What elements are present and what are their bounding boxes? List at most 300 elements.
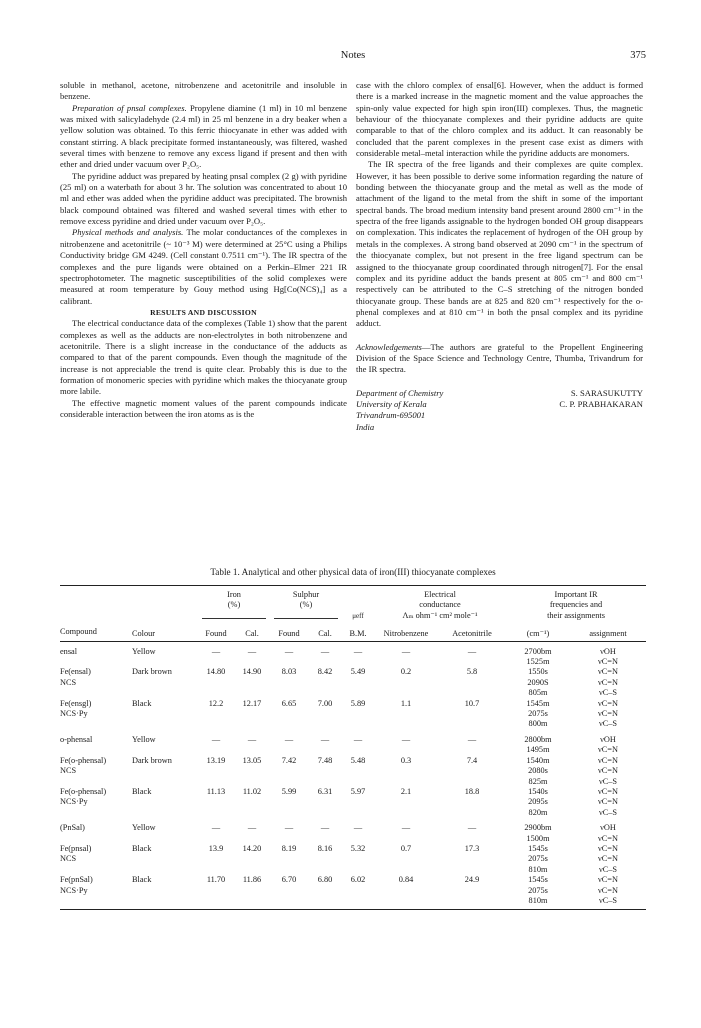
table-row — [60, 756, 646, 766]
table-cell — [342, 688, 374, 698]
table-cell — [308, 865, 342, 875]
table-row — [60, 745, 646, 755]
paragraph-body: Propylene diamine (1 ml) in 10 ml benzene was mixed with salicyladehyde (2.4 ml) in 25 ml benzene in a dry beaker when a yellow solution was obtained. To this ferric thiocyanate in ether was added with constant stirring. A black precipitate formed instantaneously, was filtered, washed several times with benzene to remove any excess ligand if present and then with ether and dried under vacuum over P₂O₅. — [60, 102, 347, 170]
table-cell: 820m — [528, 807, 548, 817]
table-cell — [60, 657, 132, 667]
iron-unit: (%) — [227, 600, 241, 610]
table-cell: 18.8 — [464, 786, 480, 796]
table-cell — [234, 719, 270, 729]
column-header: Compound — [60, 627, 132, 641]
table-cell: 13.05 — [242, 755, 262, 765]
column-header: (cm⁻¹) — [506, 627, 570, 641]
table-cell — [198, 657, 234, 667]
table-row — [60, 735, 646, 745]
table-row — [60, 875, 646, 885]
table-cell — [374, 678, 438, 688]
affiliation-line: Department of Chemistry — [356, 387, 444, 398]
table-cell — [308, 797, 342, 807]
table-cell: 0.84 — [398, 875, 414, 885]
table-cell — [438, 808, 506, 818]
table-cell: νC=N — [598, 766, 618, 776]
table-cell — [198, 854, 234, 864]
table-cell: νC=N — [598, 875, 618, 885]
table-row — [60, 709, 646, 719]
author-name: S. SARASUKUTTY — [570, 387, 643, 398]
table-cell: 5.49 — [350, 667, 366, 677]
table-cell: 2800bm — [524, 734, 552, 744]
table-cell — [270, 745, 308, 755]
table-cell: 1540m — [526, 755, 550, 765]
table-cell: νOH — [600, 823, 616, 833]
table-cell — [132, 854, 198, 864]
table-cell: 2095s — [528, 797, 548, 807]
table-cell: 10.7 — [464, 698, 480, 708]
table-cell: — — [247, 734, 257, 744]
table-cell — [234, 808, 270, 818]
table-cell: 8.16 — [317, 843, 333, 853]
table-cell — [342, 834, 374, 844]
table-row — [60, 699, 646, 709]
table-cell — [132, 896, 198, 906]
table-cell: 1550s — [528, 667, 548, 677]
table-cell: 7.4 — [466, 755, 478, 765]
table-cell: 24.9 — [464, 875, 480, 885]
table-cell: νC–S — [598, 895, 618, 905]
table-cell: NCS — [60, 766, 77, 776]
table-cell: 7.48 — [317, 755, 333, 765]
column-header: Found — [198, 627, 234, 641]
table-cell: — — [353, 823, 363, 833]
table-cell — [270, 886, 308, 896]
table-cell — [234, 678, 270, 688]
author-block — [356, 388, 643, 434]
table-cell: νC=N — [598, 833, 618, 843]
table-cell — [438, 766, 506, 776]
table-cell: — — [353, 734, 363, 744]
table-cell: 8.42 — [317, 667, 333, 677]
table-cell — [342, 854, 374, 864]
table-cell — [438, 719, 506, 729]
table-cell — [270, 808, 308, 818]
table-cell: 1.1 — [400, 698, 412, 708]
table-cell: 1545s — [528, 875, 548, 885]
paragraph — [60, 227, 347, 306]
table-cell — [270, 777, 308, 787]
table-cell: — — [211, 646, 221, 656]
table-cell — [270, 854, 308, 864]
table-cell — [308, 766, 342, 776]
table-cell — [132, 797, 198, 807]
table-cell — [438, 745, 506, 755]
table-cell: νC=N — [598, 786, 618, 796]
table-cell — [374, 896, 438, 906]
table-cell: — — [320, 734, 330, 744]
table-cell: — — [401, 734, 411, 744]
table-cell: νC–S — [598, 776, 618, 786]
table-cell: o-phensal — [60, 734, 93, 744]
table-cell — [374, 808, 438, 818]
table-cell: 6.65 — [281, 698, 297, 708]
table-cell — [60, 896, 132, 906]
table-cell — [270, 865, 308, 875]
table-cell — [308, 834, 342, 844]
conductance-header: Electrical — [424, 590, 456, 599]
table-cell — [342, 797, 374, 807]
paragraph — [60, 103, 347, 171]
table-cell: — — [284, 646, 294, 656]
left-column — [60, 80, 347, 420]
table-cell — [270, 709, 308, 719]
table-cell — [132, 886, 198, 896]
table-cell: 2.1 — [400, 786, 412, 796]
table-cell: ensal — [60, 646, 78, 656]
table-cell: 11.86 — [242, 875, 262, 885]
table-cell: Fe(o-phensal) — [60, 755, 107, 765]
table-cell — [132, 719, 198, 729]
table-cell: νC=N — [598, 709, 618, 719]
table-cell — [438, 777, 506, 787]
table-body — [60, 647, 646, 907]
table-row — [60, 688, 646, 698]
table-cell — [132, 766, 198, 776]
table-cell — [438, 797, 506, 807]
table-cell: 1525m — [526, 657, 550, 667]
table-cell — [308, 854, 342, 864]
table-cell: Yellow — [132, 823, 156, 833]
table-cell: — — [247, 646, 257, 656]
table-cell: — — [467, 646, 477, 656]
table-cell — [438, 834, 506, 844]
table-cell — [270, 688, 308, 698]
table-cell: — — [353, 646, 363, 656]
table-cell: Black — [132, 698, 152, 708]
table-cell: — — [284, 823, 294, 833]
table-cell: Fe(pnsal) — [60, 843, 92, 853]
table-cell: 2700bm — [524, 646, 552, 656]
author-name: C. P. PRABHAKARAN — [559, 399, 643, 409]
table-cell: 2075s — [528, 709, 548, 719]
table-cell — [60, 719, 132, 729]
table-cell — [374, 777, 438, 787]
table-row — [60, 854, 646, 864]
ir-header: frequencies and — [549, 600, 603, 610]
table-cell: — — [467, 734, 477, 744]
table-cell — [342, 886, 374, 896]
table-cell — [234, 854, 270, 864]
table-cell: νC=N — [598, 657, 618, 667]
conductance-header: conductance — [419, 600, 461, 610]
table-cell: νOH — [600, 646, 616, 656]
table-cell: Dark brown — [132, 755, 172, 765]
table-cell — [438, 709, 506, 719]
table-cell — [374, 657, 438, 667]
table-cell — [234, 688, 270, 698]
column-header: Found — [270, 627, 308, 641]
affiliation-line: India — [356, 421, 375, 432]
table-cell: Black — [132, 786, 152, 796]
table-cell — [308, 678, 342, 688]
paragraph-lead: Physical methods and analysis. — [72, 227, 184, 238]
table-cell: νC=N — [598, 698, 618, 708]
table-cell — [438, 657, 506, 667]
table-cell — [438, 886, 506, 896]
table-row — [60, 797, 646, 807]
paragraph: The electrical conductance data of the complexes (Table 1) show that the parent complexes as well as the adducts are non-electrolytes in both nitrobenzene and acetonitrile. There is a slight increase in the conductance of the adducts as compared to that of the parent compounds. Even though the magnitude of the increase is not appreciable the trend is quite clear. Probably this is due to the formation of monomeric species with pyridine which makes the thiocyanate group more labile. — [60, 318, 347, 397]
table-cell — [374, 709, 438, 719]
affiliation-line: Trivandrum-695001 — [356, 410, 426, 421]
table-cell: Fe(pnSal) — [60, 875, 93, 885]
table-cell: Fe(ensal) — [60, 667, 91, 677]
table-cell — [374, 865, 438, 875]
table-cell: 5.48 — [350, 755, 366, 765]
table-cell — [270, 678, 308, 688]
table-cell: νC=N — [598, 755, 618, 765]
table-cell — [342, 678, 374, 688]
table-cell: νC=N — [598, 677, 618, 687]
table-cell — [438, 854, 506, 864]
table-cell — [234, 709, 270, 719]
table-cell — [270, 797, 308, 807]
paragraph: case with the chloro complex of ensal[6]. However, when the adduct is formed there is a marked increase in the magnetic moment and the value approaches the spin-only value expected for high spin iron(III) complexes. Thus, the magnetic behaviour of the thiocyanate complexes and their pyridine adducts are quite comparable to that of the chloro complex and its adduct. It can reasonably be concluded that the parent complexes in the present case exist as dimers with considerable metal–metal interaction while the pyridine adducts are monomers. — [356, 80, 643, 159]
table-cell — [342, 745, 374, 755]
table-row — [60, 777, 646, 787]
table-cell — [308, 886, 342, 896]
table-cell: 0.3 — [400, 755, 412, 765]
table-cell: 1540s — [528, 786, 548, 796]
table-cell — [342, 777, 374, 787]
table-cell — [198, 834, 234, 844]
table-cell: Fe(o-phensal) — [60, 786, 107, 796]
table-cell: νC=N — [598, 843, 618, 853]
table-cell: 2900bm — [524, 823, 552, 833]
table-cell: — — [211, 734, 221, 744]
acknowledgements — [356, 342, 643, 376]
table-cell — [308, 896, 342, 906]
table-cell — [234, 865, 270, 875]
table-cell — [132, 834, 198, 844]
table-cell — [308, 657, 342, 667]
column-header: assignment — [570, 627, 646, 641]
table-cell: 13.19 — [206, 755, 226, 765]
table-cell: NCS·Py — [60, 709, 88, 719]
table-cell — [438, 688, 506, 698]
acknowledgements-lead: Acknowledgements — [356, 341, 422, 352]
column-header: B.M. — [342, 627, 374, 641]
table-cell: 1495m — [526, 745, 550, 755]
table-cell — [342, 719, 374, 729]
table-row — [60, 787, 646, 797]
table-cell — [132, 709, 198, 719]
table-cell: Black — [132, 843, 152, 853]
table-cell: νC–S — [598, 688, 618, 698]
table-cell — [308, 709, 342, 719]
page-header — [60, 50, 646, 66]
table-cell: 6.02 — [350, 875, 366, 885]
table-cell — [270, 896, 308, 906]
table-cell: 810m — [528, 864, 548, 874]
table-cell: NCS·Py — [60, 797, 88, 807]
column-header: Colour — [132, 627, 198, 641]
table-cell — [374, 886, 438, 896]
table-cell — [132, 657, 198, 667]
table-cell: 805m — [528, 688, 548, 698]
table-cell: 5.32 — [350, 843, 366, 853]
table-cell: 5.97 — [350, 786, 366, 796]
table-cell: — — [211, 823, 221, 833]
table-row — [60, 808, 646, 818]
table-cell — [308, 777, 342, 787]
sulphur-header: Sulphur — [292, 590, 320, 599]
table-cell: — — [320, 646, 330, 656]
table-cell — [342, 808, 374, 818]
table-cell — [198, 688, 234, 698]
table-cell: νC=N — [598, 667, 618, 677]
mu-header: μeff — [352, 611, 364, 620]
table-cell: νC=N — [598, 854, 618, 864]
table-cell: 825m — [528, 776, 548, 786]
right-column — [356, 80, 643, 433]
table-cell — [198, 709, 234, 719]
table-cell — [234, 777, 270, 787]
table-cell: Fe(ensgl) — [60, 698, 92, 708]
table-cell: 7.42 — [281, 755, 297, 765]
table-cell — [132, 777, 198, 787]
page-number: 375 — [630, 50, 646, 61]
table-cell: 5.99 — [281, 786, 297, 796]
table-cell: Yellow — [132, 734, 156, 744]
table-cell — [374, 745, 438, 755]
table-cell: 12.17 — [242, 698, 262, 708]
table-cell: 11.13 — [206, 786, 226, 796]
table-cell: νOH — [600, 734, 616, 744]
table-cell — [270, 766, 308, 776]
column-header: Acetonitrile — [438, 627, 506, 641]
table-cell — [198, 719, 234, 729]
table-cell — [438, 678, 506, 688]
table-cell: 1545s — [528, 843, 548, 853]
table-cell — [60, 865, 132, 875]
table-row — [60, 834, 646, 844]
table-cell — [342, 657, 374, 667]
table-cell: 8.19 — [281, 843, 297, 853]
table-cell — [132, 865, 198, 875]
conductance-unit: Λₘ ohm⁻¹ cm² mole⁻¹ — [402, 610, 478, 620]
table-cell: 0.7 — [400, 843, 412, 853]
paragraph: The pyridine adduct was prepared by heating pnsal complex (2 g) with pyridine (25 ml) on a waterbath for about 3 hr. The solution was concentrated to about 10 ml and ether was added when the pyridine adduct was precipitated. The brownish black compound obtained was filtered and washed several times with ether to remove excess pyridine and dried under vacuum over P₂O₅. — [60, 170, 347, 227]
table-cell: 11.02 — [242, 786, 262, 796]
table-row — [60, 657, 646, 667]
paragraph: The IR spectra of the free ligands and their complexes are quite complex. However, it has been possible to derive some information regarding the nature of bonding between the thiocyanate group and the metal as well as the mode of attachment of the ligand to the metal from the shift in some of the important spectral bands. The broad medium intensity band present around 2800 cm⁻¹ in the spectra of the free ligands assignable to the hydrogen bonded OH group disappears on complexation. This indicates the replacement of hydrogen of the OH group by metals in the complexes. A strong band observed at 2090 cm⁻¹ in the spectrum of the thiocyanate complex, but not present in the free ligand spectrum can be assigned to the thiocyanate group coordinated through nitrogen[7]. For the ensal complex and its pyridine adduct the bands present at 805 cm⁻¹ and 800 cm⁻¹ respectively can be attributed to the C–S stretching of the nitrogen bonded thiocyanate group. These bands are at 825 and 820 cm⁻¹ respectively for the o-phenal complexes and at 810 cm⁻¹ in both the pnsal complex and its pyridine adduct. — [356, 159, 643, 329]
table-cell: 6.31 — [317, 786, 333, 796]
table-cell: 2080s — [528, 766, 548, 776]
table-cell — [234, 797, 270, 807]
table-cell: 810m — [528, 895, 548, 905]
table-cell: NCS — [60, 854, 77, 864]
table-cell — [60, 834, 132, 844]
table-cell — [234, 896, 270, 906]
table-cell — [234, 657, 270, 667]
table-cell — [374, 797, 438, 807]
table-cell — [132, 808, 198, 818]
table-cell: 12.2 — [208, 698, 224, 708]
paragraph-body: The molar conductances of the complexes in nitrobenzene and acetonitrile (~ 10⁻³ M) were determined at 25°C using a Philips Conductivity bridge GM 4249. (Cell constant 0.7511 cm⁻¹). The IR spectra of the complexes and the pure ligands were obtained on a Perkin–Elmer 221 IR spectrophotometer. The magnetic susceptibilities of the solid complexes were measured at room temperature by Gouy method using Hg[Co(NCS)₄] as a calibrant. — [60, 227, 348, 306]
table-cell — [374, 688, 438, 698]
table-cell — [234, 745, 270, 755]
table-cell: νC=N — [598, 797, 618, 807]
acknowledgements-body: —The authors are grateful to the Propellent Engineering Division of the Space Science and Technology Centre, Thumba, Trivandrum for the IR spectra. — [356, 341, 643, 375]
table-cell: 1500m — [526, 833, 550, 843]
table-cell — [198, 777, 234, 787]
table-row — [60, 647, 646, 657]
table-cell — [270, 834, 308, 844]
table-cell — [374, 719, 438, 729]
table-cell — [342, 766, 374, 776]
table-cell: 17.3 — [464, 843, 480, 853]
table-row — [60, 865, 646, 875]
table-row — [60, 667, 646, 677]
table-cell: Dark brown — [132, 667, 172, 677]
table-cell: Yellow — [132, 646, 156, 656]
table-cell — [438, 896, 506, 906]
table-cell: 2090S — [527, 677, 549, 687]
running-title: Notes — [340, 50, 366, 61]
table-cell: (PnSal) — [60, 823, 85, 833]
table-row — [60, 678, 646, 688]
table-cell — [198, 678, 234, 688]
table-cell: Black — [132, 875, 152, 885]
table-cell: 6.70 — [281, 875, 297, 885]
column-header: Nitrobenzene — [374, 627, 438, 641]
table-cell: 5.89 — [350, 698, 366, 708]
table-cell: NCS — [60, 677, 77, 687]
table-cell: 11.70 — [206, 875, 226, 885]
table-cell — [308, 688, 342, 698]
table-cell — [198, 766, 234, 776]
table-cell: 5.8 — [466, 667, 478, 677]
table-cell: 1545m — [526, 698, 550, 708]
table-row — [60, 823, 646, 833]
table-cell — [60, 688, 132, 698]
table-cell: — — [401, 823, 411, 833]
table-cell — [308, 745, 342, 755]
table-cell — [234, 886, 270, 896]
table-cell — [198, 865, 234, 875]
table-cell: 2075s — [528, 854, 548, 864]
table-cell: — — [320, 823, 330, 833]
iron-header: Iron — [227, 590, 241, 599]
table-cell — [270, 719, 308, 729]
ir-header: their assignments — [547, 610, 605, 620]
table-cell — [374, 834, 438, 844]
table-cell — [438, 865, 506, 875]
table-row — [60, 719, 646, 729]
table-cell — [342, 709, 374, 719]
table-cell: 8.03 — [281, 667, 297, 677]
table-cell — [198, 797, 234, 807]
table-cell: 14.80 — [206, 667, 226, 677]
table-cell — [198, 896, 234, 906]
paragraph: The effective magnetic moment values of the parent compounds indicate considerable interaction between the iron atoms as is the — [60, 397, 347, 419]
table-cell — [132, 745, 198, 755]
table-cell: 14.90 — [242, 667, 262, 677]
table-cell: νC–S — [598, 719, 618, 729]
table-cell — [60, 808, 132, 818]
table-cell: 14.20 — [242, 843, 262, 853]
ir-header: Important IR — [554, 590, 598, 599]
table-cell — [132, 678, 198, 688]
table-cell — [198, 808, 234, 818]
table-cell: — — [401, 646, 411, 656]
